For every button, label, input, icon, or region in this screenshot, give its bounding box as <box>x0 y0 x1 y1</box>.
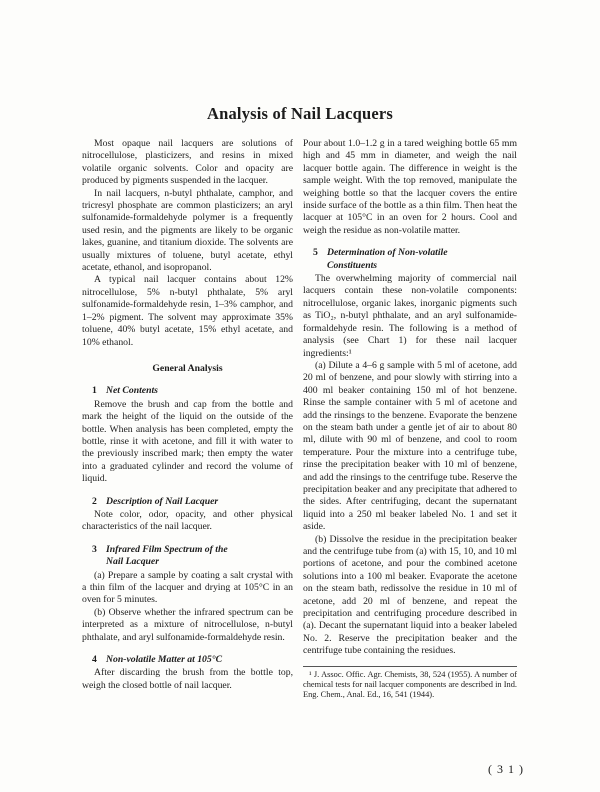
determination-step-b: (b) Dissolve the residue in the precipitation beaker and the centrifuge tube from (a) with 15, 10, and 10 ml portions of acetone, and pour the combined acetone solutions into a 100 ml beaker. Evaporate the acetone on the steam bath, redissolve the residue in 10 ml of acetone, add 20 ml of benzene, and repeat the precipitation and centrifuging procedure described in (a). Decant the supernatant liquid into a beaker labeled No. 2. Reserve the precipitation beaker and the centrifuge tube containing the residues. <box>303 533 517 657</box>
footnote <box>303 666 517 700</box>
section-title-line2: Nail Lacquer <box>106 556 160 568</box>
section-number: 4 <box>92 654 97 666</box>
infrared-heading <box>82 544 293 569</box>
page-title: Analysis of Nail Lacquers <box>206 104 394 123</box>
section-title-line2: Constituents <box>327 259 378 271</box>
infrared-step-b: (b) Observe whether the infrared spectrum can be interpreted as a mixture of nitrocellulose, n-butyl phthalate, and aryl sulfonamide-formaldehyde resin. <box>82 606 293 643</box>
section-number: 1 <box>92 385 97 397</box>
section-number: 3 <box>92 543 97 555</box>
section-number: 5 <box>313 247 318 259</box>
description-text: Note color, odor, opacity, and other physical characteristics of the nail lacquer. <box>82 508 293 533</box>
determination-heading <box>303 247 517 272</box>
nonvolatile-heading <box>82 654 293 666</box>
description-heading <box>82 496 293 508</box>
section-title: Non-volatile Matter at 105°C <box>106 654 223 666</box>
intro-paragraph-2: In nail lacquers, n-butyl phthalate, camphor, and tricresyl phosphate are common plasticizers; an aryl sulfonamide-formaldehyde polymer is a frequently used resin, and the pigments are likely to be organic lakes, guanine, and titanium dioxide. The solvents are usually mixtures of toluene, butyl acetate, ethyl acetate, ethanol, and isopropanol. <box>82 187 293 274</box>
nonvolatile-continued: Pour about 1.0–1.2 g in a tared weighing bottle 65 mm high and 45 mm in diameter, and weigh the nail lacquer bottle again. The difference in weight is the sample weight. With the top removed, manipulate the weighing bottle so that the lacquer covers the entire inside surface of the bottle as a thin film. Then heat the lacquer at 105°C in an oven for 2 hours. Cool and weigh the residue as non-volatile matter. <box>303 138 517 236</box>
intro-paragraph-3: A typical nail lacquer contains about 12% nitrocellulose, 5% n-butyl phthalate, 5% aryl sulfonamide-formaldehyde resin, 1–3% camphor, and 1–2% pigment. The solvent may approximate 35% toluene, 40% butyl acetate, 15% ethyl acetate, and 10% ethanol. <box>82 274 293 348</box>
section-title: Infrared Film Spectrum of the <box>106 543 228 555</box>
determination-intro: The overwhelming majority of commercial nail lacquers contain these non-volatile components: nitrocellulose, organic lakes, inorganic pigments such as TiO₂, n-butyl phthalate, and an aryl sulfonamide-formaldehyde resin. The following is a method of analysis (see Chart 1) for these nail lacquer ingredients:¹ <box>303 273 517 359</box>
footnote-text: ¹ J. Assoc. Offic. Agr. Chemists, 38, 524 (1955). A number of chemical tests for nail lacquer components are described in Ind. Eng. Chem., Anal. Ed., 16, 541 (1944). <box>303 669 517 699</box>
net-contents-heading <box>82 385 293 397</box>
right-column <box>303 138 517 700</box>
intro-paragraph-1: Most opaque nail lacquers are solutions of nitrocellulose, plasticizers, and resins in mixed volatile organic solvents. Color and opacity are produced by pigments suspended in the lacquer. <box>82 138 293 187</box>
infrared-step-a: (a) Prepare a sample by coating a salt crystal with a thin film of the lacquer and drying at 105°C in an oven for 5 minutes. <box>82 569 293 606</box>
section-title: Determination of Non-volatile <box>327 247 448 259</box>
nonvolatile-text: After discarding the brush from the bottle top, weigh the closed bottle of nail lacquer. <box>82 667 293 691</box>
left-column <box>82 138 293 692</box>
section-title: Description of Nail Lacquer <box>106 495 219 507</box>
general-analysis-heading: General Analysis <box>152 362 223 374</box>
net-contents-text: Remove the brush and cap from the bottle and mark the height of the liquid on the outside of the bottle. When analysis has been completed, empty the bottle, rinse it with acetone, and fill it with water to the previously inscribed mark; then empty the water into a graduated cylinder and record the volume of liquid. <box>82 398 293 485</box>
section-number: 2 <box>92 495 97 507</box>
page-number: ( 3 1 ) <box>488 762 524 776</box>
section-title: Net Contents <box>106 385 158 397</box>
determination-step-a: (a) Dilute a 4–6 g sample with 5 ml of acetone, add 20 ml of benzene, and pour slowly with stirring into a 400 ml beaker containing 150 ml of hot benzene. Rinse the sample container with 5 ml of acetone and add the rinsings to the benzene. Evaporate the benzene on the steam bath under a gentle jet of air to about 80 ml, dilute with 90 ml of benzene, and cool to room temperature. Pour the mixture into a centrifuge tube, rinse the precipitation beaker with 10 ml of benzene, and add the rinsings to the centrifuge tube. Reserve the precipitation beaker and any precipitate that adhered to the sides. After centrifuging, decant the supernatant liquid into a 250 ml beaker labeled No. 1 and set it aside. <box>303 359 517 533</box>
